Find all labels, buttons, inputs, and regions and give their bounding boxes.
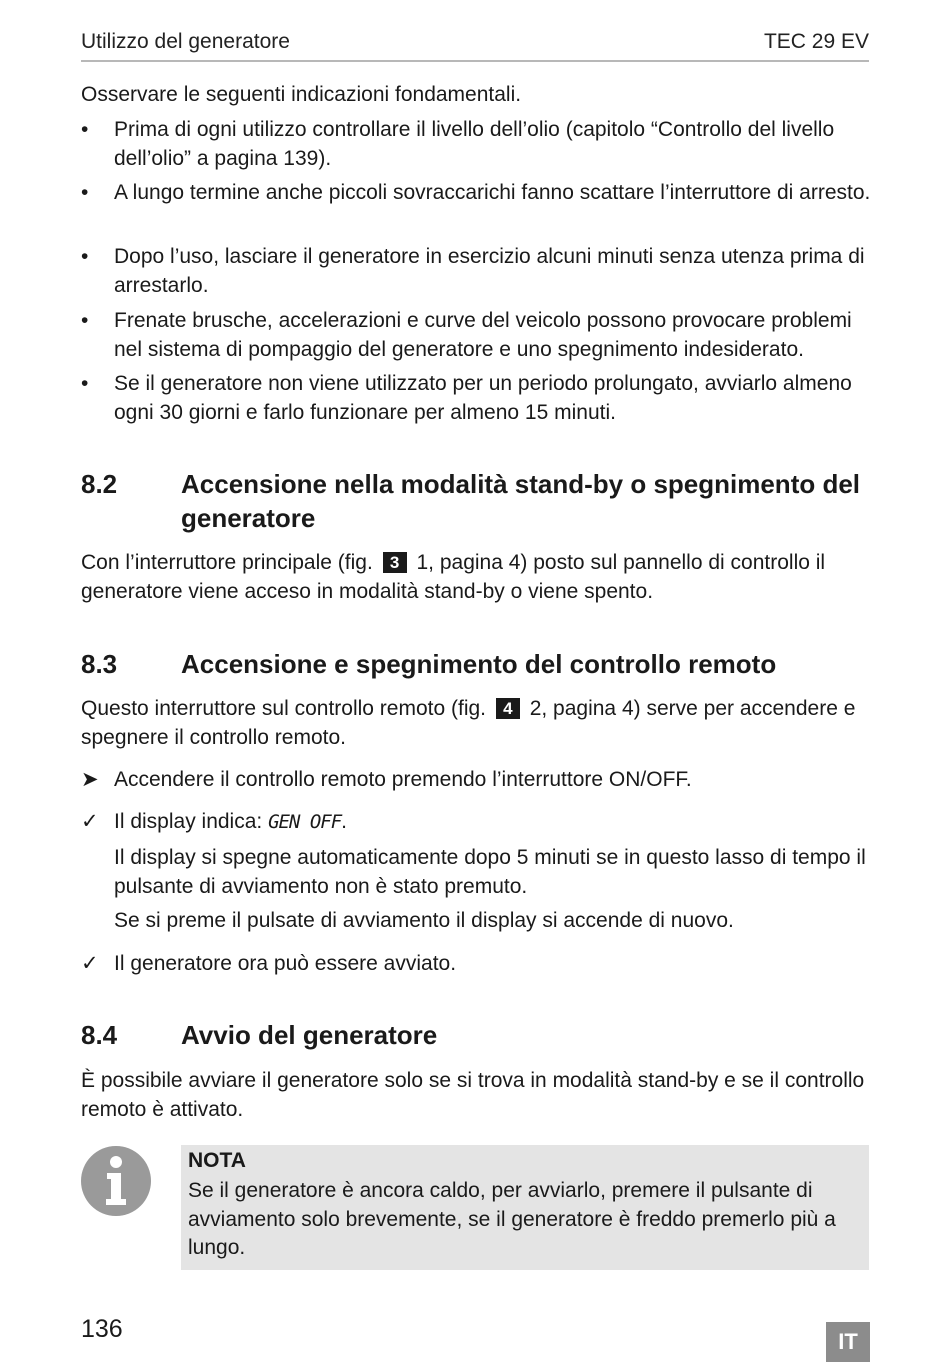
figure-reference-badge: 3 bbox=[383, 552, 407, 573]
language-tab: IT bbox=[826, 1322, 870, 1362]
section-title: Accensione nella modalità stand-by o spegnimento del generatore bbox=[181, 469, 861, 533]
section-8-4-text: È possibile avviare il generatore solo se si trova in modalità stand-by e se il controllo remoto è attivato. bbox=[81, 1069, 865, 1121]
header-rule bbox=[81, 60, 869, 62]
section-title: Avvio del generatore bbox=[181, 1020, 438, 1050]
section-number: 8.3 bbox=[81, 649, 118, 679]
bullet-text: Se il generatore non viene utilizzato per un periodo prolungato, avviarlo almeno ogni 30 giorni e farlo funzionare per almeno 15 minuti. bbox=[114, 372, 852, 424]
bullet-item bbox=[81, 370, 871, 427]
bullet-marker: • bbox=[81, 245, 89, 268]
result-suffix: . bbox=[341, 810, 348, 833]
bullet-marker: • bbox=[81, 181, 89, 204]
bullet-item bbox=[81, 243, 871, 300]
bullet-text: Dopo l’uso, lasciare il generatore in esercizio alcuni minuti senza utenza prima di arrestarlo. bbox=[114, 245, 865, 297]
bullet-text: Prima di ogni utilizzo controllare il livello dell’olio (capitolo “Controllo del livello dell’olio” a pagina 139). bbox=[114, 118, 835, 170]
action-step bbox=[81, 766, 871, 795]
result-text bbox=[114, 808, 871, 837]
section-title: Accensione e spegnimento del controllo remoto bbox=[181, 649, 777, 679]
bullet-marker: • bbox=[81, 372, 89, 395]
action-text: Accendere il controllo remoto premendo l’interruttore ON/OFF. bbox=[114, 768, 692, 791]
figure-reference-badge: 4 bbox=[496, 698, 520, 719]
section-8-3-text bbox=[81, 695, 871, 752]
result-step bbox=[81, 808, 871, 837]
section-number: 8.4 bbox=[81, 1020, 118, 1050]
result-step bbox=[81, 950, 871, 979]
running-header-model: TEC 29 EV bbox=[763, 30, 869, 53]
arrow-icon: ➤ bbox=[81, 768, 99, 791]
paragraph-text: 1, pagina 4) posto sul pannello di controllo il generatore viene acceso in modalità stand-by o viene spento. bbox=[81, 551, 826, 603]
bullet-text: A lungo termine anche piccoli sovraccarichi fanno scattare l’interruttore di arresto. bbox=[114, 181, 871, 204]
bullet-marker: • bbox=[81, 118, 89, 141]
bullet-item bbox=[81, 116, 871, 173]
checkmark-icon: ✓ bbox=[81, 810, 99, 833]
section-number: 8.2 bbox=[81, 469, 118, 499]
page-number: 136 bbox=[81, 1315, 123, 1343]
note-title: NOTA bbox=[188, 1149, 246, 1172]
paragraph-text: Con l’interruttore principale (fig. bbox=[81, 551, 373, 574]
section-heading-8-3 bbox=[81, 647, 871, 681]
section-heading-8-4 bbox=[81, 1018, 871, 1052]
paragraph-text: Questo interruttore sul controllo remoto (fig. bbox=[81, 697, 487, 720]
result-detail: Se si preme il pulsate di avviamento il display si accende di nuovo. bbox=[114, 909, 734, 932]
result-text: Il generatore ora può essere avviato. bbox=[114, 952, 457, 975]
paragraph-text: 2, pagina 4) serve per accendere e spegnere il controllo remoto. bbox=[81, 697, 856, 749]
result-detail: Il display si spegne automaticamente dopo 5 minuti se in questo lasso di tempo il pulsante di avviamento non è stato premuto. bbox=[114, 846, 866, 898]
bullet-marker: • bbox=[81, 309, 89, 332]
intro-text: Osservare le seguenti indicazioni fondamentali. bbox=[81, 83, 522, 106]
checkmark-icon: ✓ bbox=[81, 952, 99, 975]
note-text: Se il generatore è ancora caldo, per avviarlo, premere il pulsante di avviamento solo brevemente, se il generatore è freddo premerlo più a lungo. bbox=[188, 1179, 836, 1259]
bullet-item bbox=[81, 307, 871, 364]
bullet-text: Frenate brusche, accelerazioni e curve del veicolo possono provocare problemi nel sistema di pompaggio del generatore e uno spegnimento indesiderato. bbox=[114, 309, 852, 361]
section-8-2-text bbox=[81, 549, 871, 606]
display-readout: GEN OFF bbox=[268, 811, 342, 833]
section-heading-8-2 bbox=[81, 467, 871, 535]
info-icon bbox=[80, 1145, 152, 1217]
bullet-item bbox=[81, 179, 871, 236]
result-prefix: Il display indica: bbox=[114, 810, 263, 833]
running-header-section: Utilizzo del generatore bbox=[81, 30, 290, 53]
